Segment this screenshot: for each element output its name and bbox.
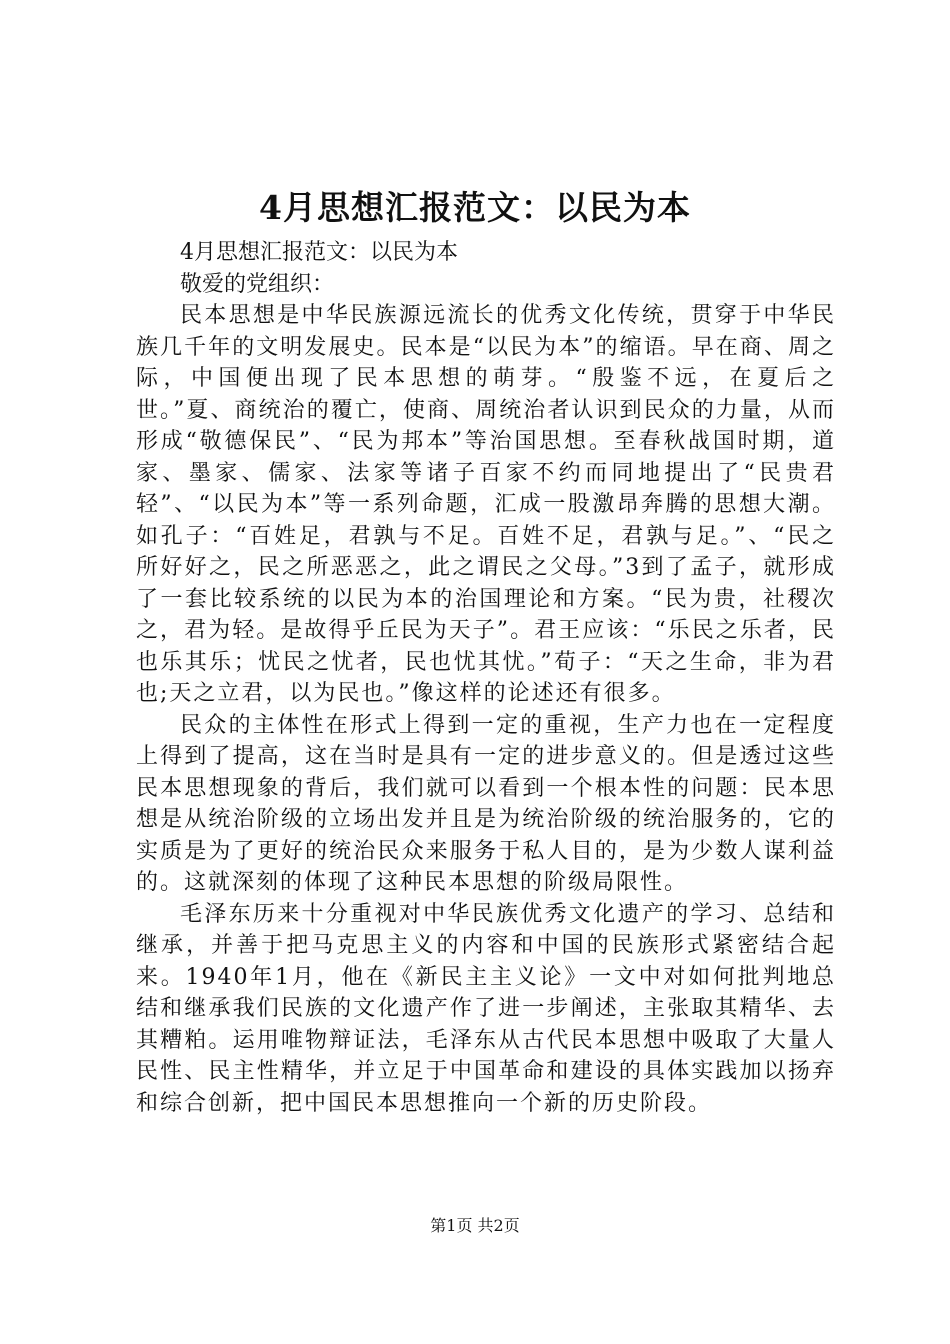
document-body <box>136 237 836 1119</box>
document-subtitle: 4月思想汇报范文：以民为本 <box>180 240 458 265</box>
document-title: 4月思想汇报范文：以民为本 <box>259 188 691 227</box>
paragraph-1: 民本思想是中华民族源远流长的优秀文化传统，贯穿于中华民族几千年的文明发展史。民本是“以民为本”的缩语。早在商、周之际，中国便出现了民本思想的萌芽。“殷鉴不远，在夏后之世。”夏、商统治的覆亡，使商、周统治者认识到民众的力量，从而形成“敬德保民”、“民为邦本”等治国思想。至春秋战国时期，道家、墨家、儒家、法家等诸子百家不约而同地提出了“民贵君轻”、“以民为本”等一系列命题，汇成一股激昂奔腾的思想大潮。如孔子：“百姓足，君孰与不足。百姓不足，君孰与足。”、“民之所好好之，民之所恶恶之，此之谓民之父母。”3到了孟子，就形成了一套比较系统的以民为本的治国理论和方案。“民为贵，社稷次之，君为轻。是故得乎丘民为天子”。君王应该：“乐民之乐者，民也乐其乐；忧民之忧者，民也忧其忧。”荀子：“天之生命，非为君也;天之立君，以为民也。”像这样的论述还有很多。 <box>136 303 836 706</box>
salutation: 敬爱的党组织： <box>180 271 335 297</box>
page-number-footer: 第1页 共2页 <box>430 1216 520 1235</box>
paragraph-3: 毛泽东历来十分重视对中华民族优秀文化遗产的学习、总结和继承，并善于把马克思主义的内容和中国的民族形式紧密结合起来。1940年1月，他在《新民主主义论》一文中对如何批判地总结和继承我们民族的文化遗产作了进一步阐述，主张取其精华、去其糟粕。运用唯物辩证法，毛泽东从古代民本思想中吸取了大量人民性、民主性精华，并立足于中国革命和建设的具体实践加以扬弃和综合创新，把中国民本思想推向一个新的历史阶段。 <box>136 901 836 1116</box>
paragraph-2: 民众的主体性在形式上得到一定的重视，生产力也在一定程度上得到了提高，这在当时是具有一定的进步意义的。但是透过这些民本思想现象的背后，我们就可以看到一个根本性的问题：民本思想是从统治阶级的立场出发并且是为统治阶级的统治服务的，它的实质是为了更好的统治民众来服务于私人目的，是为少数人谋利益的。这就深刻的体现了这种民本思想的阶级局限性。 <box>136 712 836 895</box>
